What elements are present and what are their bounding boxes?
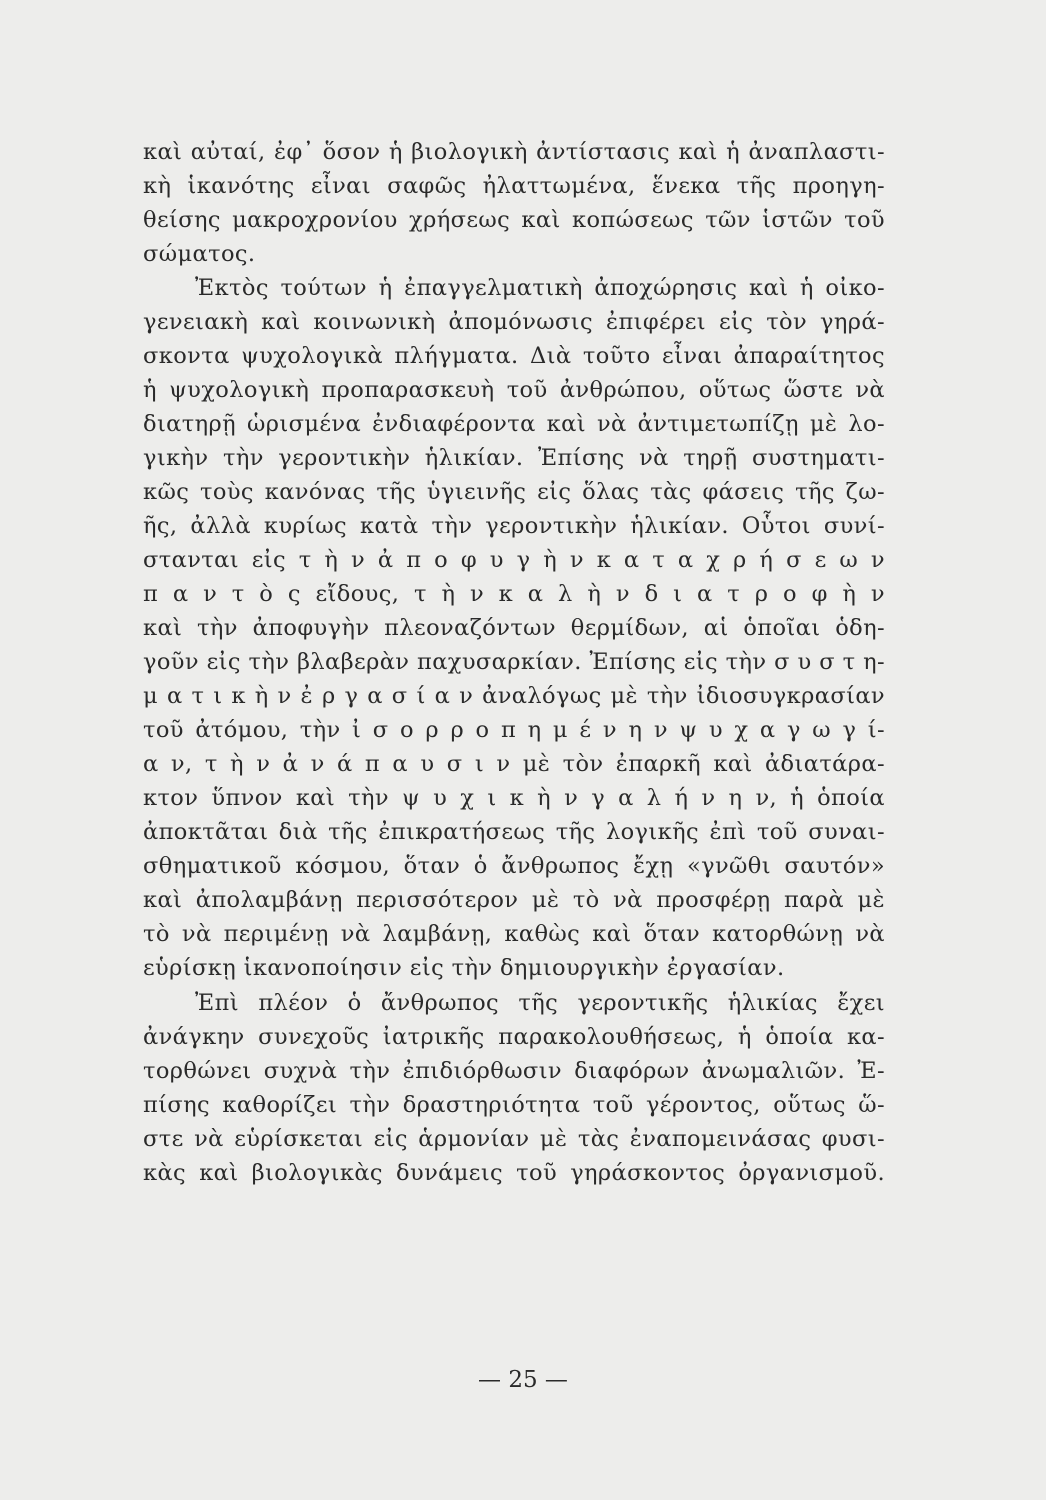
text-line: στανται εἰς τ ὴ ν ἀ π ο φ υ γ ὴ ν κ α τ α χ ρ ή σ ε ω ν	[143, 547, 885, 573]
text-line: τὸ νὰ περιμένῃ νὰ λαμβάνῃ, καθὼς καὶ ὅταν κατορθώνῃ νὰ	[143, 921, 885, 947]
paragraph-start-line: Ἐκτὸς τούτων ἡ ἐπαγγελματικὴ ἀποχώρησις καὶ ἡ οἰκο-	[195, 275, 885, 301]
text-line: γοῦν εἰς τὴν βλαβερὰν παχυσαρκίαν. Ἐπίσης εἰς τὴν σ υ σ τ η-	[143, 649, 885, 675]
text-line: τοῦ ἀτόμου, τὴν ἰ σ ο ρ ρ ο π η μ έ ν η ν ψ υ χ α γ ω γ ί-	[143, 717, 885, 743]
text-line: εὑρίσκῃ ἱκανοποίησιν εἰς τὴν δημιουργικὴν ἐργασίαν.	[143, 955, 785, 981]
paragraph-start-line: Ἐπὶ πλέον ὁ ἄνθρωπος τῆς γεροντικῆς ἡλικίας ἔχει	[195, 990, 885, 1016]
text-line: πίσης καθορίζει τὴν δραστηριότητα τοῦ γέροντος, οὕτως ὥ-	[143, 1092, 885, 1118]
text-line: σώματος.	[143, 241, 256, 267]
text-line: π α ν τ ὸ ς εἴδους, τ ὴ ν κ α λ ὴ ν δ ι α τ ρ ο φ ὴ ν	[143, 581, 885, 607]
text-line: σκοντα ψυχολογικὰ πλήγματα. Διὰ τοῦτο εἶναι ἀπαραίτητος	[143, 343, 885, 369]
text-line: ῆς, ἀλλὰ κυρίως κατὰ τὴν γεροντικὴν ἡλικίαν. Οὗτοι συνί-	[143, 513, 885, 539]
text-line: ἀνάγκην συνεχοῦς ἰατρικῆς παρακολουθήσεως, ἡ ὁποία κα-	[143, 1024, 885, 1050]
text-line: κῶς τοὺς κανόνας τῆς ὑγιεινῆς εἰς ὅλας τὰς φάσεις τῆς ζω-	[143, 479, 885, 505]
text-line: τορθώνει συχνὰ τὴν ἐπιδιόρθωσιν διαφόρων ἀνωμαλιῶν. Ἐ-	[143, 1058, 885, 1084]
text-line: κὰς καὶ βιολογικὰς δυνάμεις τοῦ γηράσκοντος ὀργανισμοῦ.	[143, 1160, 885, 1186]
text-line: στε νὰ εὑρίσκεται εἰς ἁρμονίαν μὲ τὰς ἐναπομεινάσας φυσι-	[143, 1126, 885, 1152]
text-line: καὶ ἀπολαμβάνῃ περισσότερον μὲ τὸ νὰ προσφέρῃ παρὰ μὲ	[143, 887, 885, 913]
text-line: καὶ τὴν ἀποφυγὴν πλεοναζόντων θερμίδων, αἱ ὁποῖαι ὁδη-	[143, 615, 885, 641]
text-line: σθηματικοῦ κόσμου, ὅταν ὁ ἄνθρωπος ἔχῃ «γνῶθι σαυτόν»	[143, 853, 885, 879]
text-line: ἀποκτᾶται διὰ τῆς ἐπικρατήσεως τῆς λογικῆς ἐπὶ τοῦ συναι-	[143, 819, 885, 845]
text-line: γενειακὴ καὶ κοινωνικὴ ἀπομόνωσις ἐπιφέρει εἰς τὸν γηρά-	[143, 309, 885, 335]
text-line: κὴ ἱκανότης εἶναι σαφῶς ἠλαττωμένα, ἕνεκα τῆς προηγη-	[143, 173, 885, 199]
text-line: γικὴν τὴν γεροντικὴν ἡλικίαν. Ἐπίσης νὰ τηρῇ συστηματι-	[143, 445, 885, 471]
text-line: κτον ὕπνον καὶ τὴν ψ υ χ ι κ ὴ ν γ α λ ή ν η ν, ἡ ὁποία	[143, 785, 885, 811]
page-number: — 25 —	[478, 1367, 568, 1393]
text-line: καὶ αὐταί, ἐφ᾿ ὅσον ἡ βιολογικὴ ἀντίστασις καὶ ἡ ἀναπλαστι-	[143, 139, 885, 165]
text-line: θείσης μακροχρονίου χρήσεως καὶ κοπώσεως τῶν ἱστῶν τοῦ	[143, 207, 885, 233]
text-line: ἡ ψυχολογικὴ προπαρασκευὴ τοῦ ἀνθρώπου, οὕτως ὥστε νὰ	[143, 377, 885, 403]
text-line: διατηρῇ ὡρισμένα ἐνδιαφέροντα καὶ νὰ ἀντιμετωπίζῃ μὲ λο-	[143, 411, 885, 437]
text-line: μ α τ ι κ ὴ ν ἐ ρ γ α σ ί α ν ἀναλόγως μὲ τὴν ἰδιοσυγκρασίαν	[143, 683, 885, 709]
text-line: α ν, τ ὴ ν ἀ ν ά π α υ σ ι ν μὲ τὸν ἐπαρκῆ καὶ ἀδιατάρα-	[143, 751, 885, 777]
